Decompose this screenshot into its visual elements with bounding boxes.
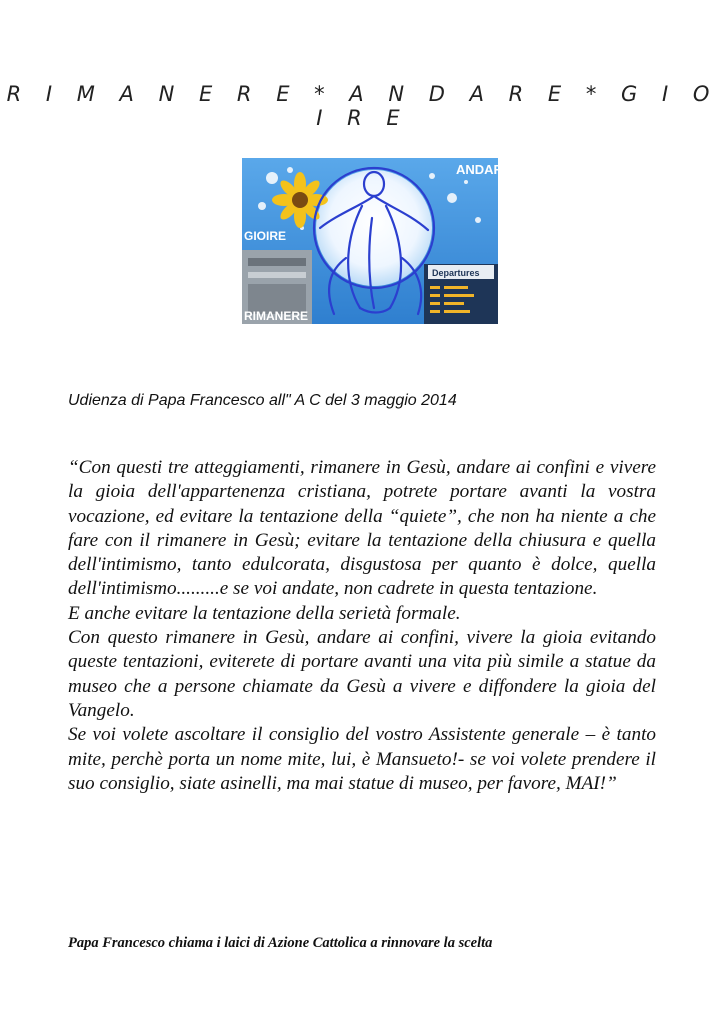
- quote-paragraph: Con questo rimanere in Gesù, andare ai confini, vivere la gioia evitando queste tentazioni, eviterete di portare avanti una vita più simile a statue da museo che a persone chiamate da Gesù a vivere e diffondere la gioia del Vangelo.: [68, 627, 656, 721]
- subtitle: Udienza di Papa Francesco all" A C del 3 maggio 2014: [68, 392, 457, 409]
- label-andare: ANDARE: [456, 162, 512, 177]
- quote-paragraph: “Con questi tre atteggiamenti, rimanere in Gesù, andare ai confini e vivere la gioia dell'appartenenza cristiana, potrete portare avanti la vostra vocazione, ed evitare la tentazione della “quiete”, che non ha niente a che fare con il rimanere in Gesù; evitare la tentazione della chiusura e quella dell'intimismo, tanto edulcorata, disgustosa per quanto è dolce, quella dell'intimismo.........e se voi andate, non cadrete in questa tentazione.: [68, 457, 656, 600]
- cover-illustration: [242, 158, 512, 324]
- quote-paragraph: E anche evitare la tentazione della serietà formale.: [68, 602, 461, 624]
- label-gioire: GIOIRE: [244, 229, 287, 243]
- label-rimanere: RIMANERE: [244, 309, 309, 323]
- footer-caption: Papa Francesco chiama i laici di Azione Cattolica a rinnovare la scelta: [68, 935, 493, 951]
- quote-paragraph: Se voi volete ascoltare il consiglio del vostro Assistente generale – è tanto mite, perchè porta un nome mite, lui, è Mansueto!- se voi volete prendere il suo consiglio, siate asinelli, ma mai statue di museo, per favore, MAI!”: [68, 724, 656, 794]
- label-departures: Departures: [432, 268, 480, 278]
- page-title: R I M A N E R E * A N D A R E * G I O I R E: [6, 82, 719, 130]
- quote-block: [68, 456, 656, 796]
- collage-image: [242, 158, 512, 324]
